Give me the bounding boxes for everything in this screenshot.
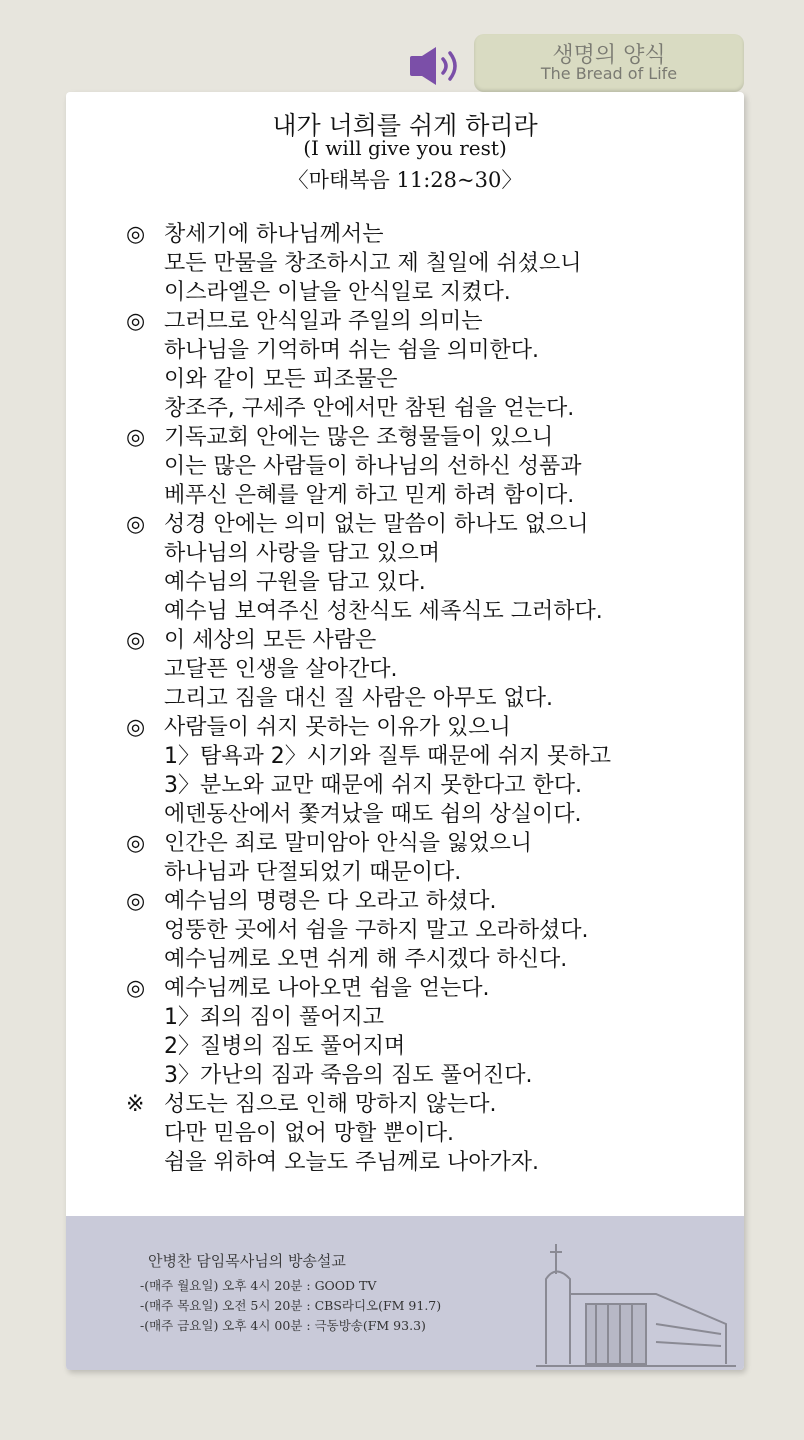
bullet-mark: ◎ — [126, 889, 146, 914]
sermon-line — [126, 510, 736, 539]
broadcast-line-monday: -(매주 월요일) 오후 4시 20분 : GOOD TV — [140, 1278, 377, 1293]
sermon-line-text: 예수님의 구원을 담고 있다. — [164, 570, 426, 595]
bullet-spacer — [126, 1148, 164, 1177]
sermon-line-text: 성경 안에는 의미 없는 말씀이 하나도 없으니 — [164, 512, 589, 537]
bullet-mark: ◎ — [126, 628, 146, 653]
sermon-line — [126, 568, 736, 597]
sermon-line-text: 엉뚱한 곳에서 쉼을 구하지 말고 오라하셨다. — [164, 918, 589, 943]
sermon-line-text: 창세기에 하나님께서는 — [164, 222, 384, 247]
sermon-line-text: 예수님 보여주신 성찬식도 세족식도 그러하다. — [164, 599, 603, 624]
sermon-line — [126, 1090, 736, 1119]
sermon-line — [126, 423, 736, 452]
sermon-line-text: 인간은 죄로 말미암아 안식을 잃었으니 — [164, 831, 533, 856]
bullet-spacer — [126, 1119, 164, 1148]
sermon-line-text: 예수님께로 나아오면 쉼을 얻는다. — [164, 976, 490, 1001]
bullet-mark: ◎ — [126, 222, 146, 247]
sermon-line-text: 기독교회 안에는 많은 조형물들이 있으니 — [164, 425, 554, 450]
broadcast-heading: 안병찬 담임목사님의 방송설교 — [148, 1252, 346, 1270]
bullet-mark: ◎ — [126, 425, 146, 450]
bullet-spacer — [126, 1003, 164, 1032]
sermon-line — [126, 800, 736, 829]
sermon-line — [126, 916, 736, 945]
badge-english-title: The Bread of Life — [540, 64, 678, 83]
bullet-spacer — [126, 1032, 164, 1061]
sermon-line-text: 그러므로 안식일과 주일의 의미는 — [164, 309, 483, 334]
sermon-line — [126, 249, 736, 278]
sermon-line-text: 그리고 짐을 대신 질 사람은 아무도 없다. — [164, 686, 553, 711]
sermon-line-text: 1〉탐욕과 2〉시기와 질투 때문에 쉬지 못하고 — [164, 744, 611, 769]
sermon-line-text: 이와 같이 모든 피조물은 — [164, 367, 398, 392]
sermon-line — [126, 829, 736, 858]
sermon-line — [126, 945, 736, 974]
sermon-body — [126, 220, 736, 1177]
sermon-line-text: 고달픈 인생을 살아간다. — [164, 657, 398, 682]
sermon-line — [126, 684, 736, 713]
sermon-line-text: 예수님의 명령은 다 오라고 하셨다. — [164, 889, 497, 914]
bullet-mark: ◎ — [126, 715, 146, 740]
bullet-spacer — [126, 858, 164, 887]
sermon-line-text: 성도는 짐으로 인해 망하지 않는다. — [164, 1092, 497, 1117]
sermon-line-text: 이 세상의 모든 사람은 — [164, 628, 377, 653]
sermon-line — [126, 1032, 736, 1061]
sermon-line-text: 쉼을 위하여 오늘도 주님께로 나아가자. — [164, 1150, 539, 1175]
sermon-line-text: 하나님과 단절되었기 때문이다. — [164, 860, 462, 885]
bullet-mark: ※ — [126, 1092, 145, 1117]
sermon-line-text: 1〉죄의 짐이 풀어지고 — [164, 1005, 385, 1030]
sermon-line-text: 이는 많은 사람들이 하나님의 선하신 성품과 — [164, 454, 582, 479]
sermon-line — [126, 1119, 736, 1148]
sermon-line — [126, 597, 736, 626]
bullet-spacer — [126, 539, 164, 568]
bullet-spacer — [126, 597, 164, 626]
badge-korean-title: 생명의 양식 — [552, 43, 666, 68]
broadcast-line-friday: -(매주 금요일) 오후 4시 00분 : 극동방송(FM 93.3) — [140, 1318, 426, 1333]
sermon-line-text: 에덴동산에서 쫓겨났을 때도 쉼의 상실이다. — [164, 802, 582, 827]
bullet-spacer — [126, 336, 164, 365]
sermon-line — [126, 307, 736, 336]
sermon-line — [126, 365, 736, 394]
sermon-line — [126, 713, 736, 742]
bullet-mark: ◎ — [126, 831, 146, 856]
sermon-title: 내가 너희를 쉬게 하리라 — [272, 111, 538, 140]
sermon-line — [126, 742, 736, 771]
bullet-spacer — [126, 452, 164, 481]
sermon-line-text: 이스라엘은 이날을 안식일로 지켰다. — [164, 280, 511, 305]
sermon-line — [126, 278, 736, 307]
bullet-spacer — [126, 481, 164, 510]
sermon-line-text: 예수님께로 오면 쉬게 해 주시겠다 하신다. — [164, 947, 568, 972]
bullet-mark: ◎ — [126, 512, 146, 537]
bullet-spacer — [126, 945, 164, 974]
sermon-line — [126, 452, 736, 481]
sermon-line — [126, 771, 736, 800]
sermon-line — [126, 655, 736, 684]
broadcast-line-thursday: -(매주 목요일) 오전 5시 20분 : CBS라디오(FM 91.7) — [140, 1298, 442, 1313]
scripture-reference: 〈마태복음 11:28~30〉 — [287, 168, 523, 192]
sermon-line — [126, 1061, 736, 1090]
sermon-line — [126, 887, 736, 916]
bullet-spacer — [126, 365, 164, 394]
sermon-line-text: 3〉분노와 교만 때문에 쉬지 못한다고 한다. — [164, 773, 582, 798]
bullet-spacer — [126, 771, 164, 800]
speaker-icon[interactable] — [406, 44, 466, 88]
broadcast-footer — [66, 1216, 744, 1370]
church-illustration — [536, 1234, 736, 1370]
sermon-line-text: 3〉가난의 짐과 죽음의 짐도 풀어진다. — [164, 1063, 533, 1088]
sermon-line — [126, 539, 736, 568]
sermon-line-text: 모든 만물을 창조하시고 제 칠일에 쉬셨으니 — [164, 251, 582, 276]
bullet-spacer — [126, 916, 164, 945]
sermon-line — [126, 336, 736, 365]
bullet-spacer — [126, 249, 164, 278]
bullet-spacer — [126, 1061, 164, 1090]
sermon-line-text: 창조주, 구세주 안에서만 참된 쉼을 얻는다. — [164, 396, 575, 421]
bullet-spacer — [126, 800, 164, 829]
sermon-card — [66, 92, 744, 1370]
sermon-line — [126, 974, 736, 1003]
bread-of-life-badge — [474, 34, 744, 92]
bullet-spacer — [126, 278, 164, 307]
sermon-line-text: 사람들이 쉬지 못하는 이유가 있으니 — [164, 715, 511, 740]
bullet-mark: ◎ — [126, 976, 146, 1001]
bullet-spacer — [126, 568, 164, 597]
sermon-line — [126, 626, 736, 655]
bullet-spacer — [126, 742, 164, 771]
sermon-line — [126, 220, 736, 249]
sermon-line-text: 베푸신 은혜를 알게 하고 믿게 하려 함이다. — [164, 483, 575, 508]
sermon-line — [126, 1148, 736, 1177]
sermon-line — [126, 858, 736, 887]
sermon-line — [126, 481, 736, 510]
sermon-subtitle: (I will give you rest) — [303, 136, 507, 160]
bullet-spacer — [126, 655, 164, 684]
sermon-line-text: 하나님을 기억하며 쉬는 쉼을 의미한다. — [164, 338, 539, 363]
bullet-spacer — [126, 394, 164, 423]
sermon-line-text: 하나님의 사랑을 담고 있으며 — [164, 541, 441, 566]
sermon-line-text: 2〉질병의 짐도 풀어지며 — [164, 1034, 406, 1059]
sermon-line-text: 다만 믿음이 없어 망할 뿐이다. — [164, 1121, 454, 1146]
sermon-line — [126, 394, 736, 423]
bullet-mark: ◎ — [126, 309, 146, 334]
sermon-line — [126, 1003, 736, 1032]
bullet-spacer — [126, 684, 164, 713]
